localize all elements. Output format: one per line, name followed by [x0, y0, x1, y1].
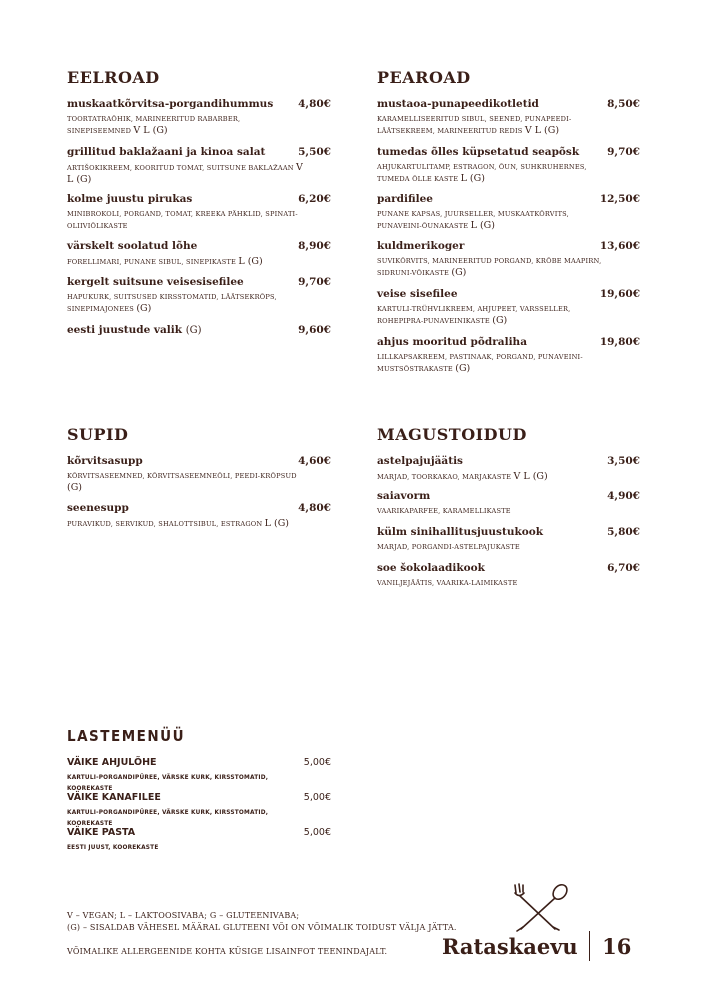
menu-item [67, 826, 331, 854]
menu-item [377, 146, 640, 185]
section-eelroad [67, 68, 331, 336]
section-pearoad [377, 68, 640, 374]
menu-item [377, 288, 640, 327]
item-price: 19,80€ [599, 336, 640, 348]
item-name: külm sinihallitusjuustukook [377, 526, 544, 538]
item-name: mustaoa-punapeedikotletid [377, 98, 539, 110]
item-description: KARTULI-PORGANDIPÜREE, VÄRSKE KURK, KIRSSTOMATID, KOOREKASTE [67, 810, 269, 827]
item-name: astelpajujäätis [377, 455, 463, 467]
diet-tags: V L (G) [524, 125, 560, 136]
item-price: 5,00€ [303, 827, 331, 838]
item-price: 5,00€ [303, 792, 331, 803]
menu-item [377, 562, 640, 589]
item-name: muskaatkõrvitsa-porgandihummus [67, 98, 274, 110]
item-name: kergelt suitsune veisesisefilee [67, 276, 244, 288]
section-magustoidud [377, 425, 640, 587]
item-price: 4,90€ [607, 490, 640, 502]
menu-item [67, 276, 331, 315]
item-name: VÄIKE KANAFILEE [67, 792, 161, 803]
legend-line: (G) – SISALDAB VÄHESEL MÄÄRAL GLUTEENI VÕI ON VÕIMALIK TOIDUST VÄLJA JÄTTA. [67, 923, 457, 932]
item-name: veise sisefilee [377, 288, 458, 300]
item-name: VÄIKE PASTA [67, 827, 136, 838]
item-price: 9,70€ [298, 276, 331, 288]
diet-tags: L (G) [470, 220, 495, 231]
item-price: 4,80€ [298, 98, 331, 110]
menu-item [377, 193, 640, 232]
brand-divider [589, 931, 591, 961]
item-price: 5,00€ [303, 757, 331, 768]
menu-item [67, 240, 331, 268]
item-price: 8,50€ [607, 98, 640, 110]
item-description: MINIBROKOLI, PORGAND, TOMAT, KREEKA PÄHKLID, SPINATI-OLIIVIÕLIKASTE [67, 210, 298, 230]
item-name: värskelt soolatud lõhe [67, 240, 198, 252]
menu-item [67, 791, 331, 830]
item-name: grillitud baklažaani ja kinoa salat [67, 146, 266, 158]
item-description: EESTI JUUST, KOOREKASTE [67, 845, 159, 851]
menu-item [377, 98, 640, 137]
menu-item [67, 98, 331, 137]
diet-tags: (G) [492, 315, 508, 326]
item-name: kolme juustu pirukas [67, 193, 193, 205]
menu-item [67, 193, 331, 232]
menu-item [67, 146, 331, 186]
diet-tags: (G) [455, 363, 471, 374]
brand-name: Rataskaevu [442, 933, 578, 959]
diet-tags: V L (G) [67, 162, 303, 185]
item-name: VÄIKE AHJULÕHE [67, 757, 157, 768]
legend-note: VÕIMALIKE ALLERGEENIDE KOHTA KÜSIGE LISAINFOT TEENINDAJALT. [67, 947, 388, 956]
diet-tags: L (G) [264, 518, 290, 529]
page-number: 16 [602, 933, 632, 959]
item-description: MARJAD, TOORKAKAO, MARJAKASTE V L (G) [377, 471, 548, 482]
item-price: 19,60€ [599, 288, 640, 300]
item-price: 9,70€ [607, 146, 640, 158]
item-description: VAARIKAPARFEE, KARAMELLIKASTE [377, 507, 511, 515]
item-name: soe šokolaadikook [377, 562, 485, 574]
section-title: MAGUSTOIDUD [377, 425, 527, 444]
section-title: SUPID [67, 425, 129, 444]
section-title: PEAROAD [377, 68, 471, 87]
menu-item [67, 756, 331, 795]
item-name: seenesupp [67, 502, 129, 514]
item-description: PUNANE KAPSAS, JUURSELLER, MUSKAATKÕRVITS, PUNAVEINI-ÕUNAKASTE L (G) [377, 210, 569, 231]
item-price: 5,50€ [298, 146, 331, 158]
item-description: PURAVIKUD, SERVIKUD, SHALOTTSIBUL, ESTRAGON L (G) [67, 518, 290, 529]
menu-item [67, 455, 331, 494]
diet-tags: L (G) [460, 173, 485, 184]
item-description: FORELLIMARI, PUNANE SIBUL, SINEPIKASTE L (G) [67, 256, 263, 267]
item-price: 6,20€ [298, 193, 331, 205]
menu-item [67, 502, 331, 530]
item-description: SUVIKÕRVITS, MARINEERITUD PORGAND, KRÕBE MAAPIRN, SIDRUNI-VÕIKASTE (G) [377, 257, 602, 278]
item-name: kuldmerikoger [377, 240, 465, 252]
item-description: KÕRVITSASEEMNED, KÕRVITSASEEMNEÕLI, PEEDI-KRÕPSUD (G) [67, 472, 297, 493]
item-description: AHJUKARTULITAMP, ESTRAGON, ÕUN, SUHKRUHERNES, TUMEDA ÕLLE KASTE L (G) [377, 163, 587, 184]
item-price: 4,80€ [298, 502, 331, 514]
item-description: KARTULI-PORGANDIPÜREE, VÄRSKE KURK, KIRSSTOMATID, KOOREKASTE [67, 775, 269, 792]
item-description: KARTULI-TRÜHVLIKREEM, AHJUPEET, VARSSELLER, ROHEPIPRA-PUNAVEINIKASTE (G) [377, 305, 571, 326]
brand-footer [442, 931, 631, 961]
menu-item [377, 490, 640, 517]
item-description: VANILJEJÄÄTIS, VAARIKA-LAIMIKASTE [377, 579, 518, 587]
diet-tags: V L (G) [133, 125, 168, 136]
item-description: KARAMELLISEERITUD SIBUL, SEENED, PUNAPEEDI-LÄÄTSEKREEM, MARINEERITUD REDIS V L (G) [377, 115, 572, 136]
diet-tags: (G) [451, 267, 467, 278]
item-name: pardifilee [377, 193, 433, 205]
item-price: 6,70€ [607, 562, 640, 574]
item-description: HAPUKURK, SUITSUSED KIRSSTOMATID, LÄÄTSEKRÕPS, SINEPIMAJONEES (G) [67, 293, 277, 314]
item-name: eesti juustude valik (G) [67, 324, 202, 336]
section-title: EELROAD [67, 68, 160, 87]
item-price: 12,50€ [599, 193, 640, 205]
item-name: kõrvitsasupp [67, 455, 143, 467]
diet-tags: L (G) [238, 256, 263, 267]
menu-item [377, 240, 640, 279]
item-price: 9,60€ [298, 324, 331, 336]
menu-item [377, 526, 640, 553]
diet-tags: (G) [136, 303, 152, 314]
item-description: MARJAD, PORGANDI-ASTELPAJUKASTE [377, 543, 520, 551]
section-supid [67, 425, 331, 529]
fork-spoon-icon [507, 883, 571, 933]
item-name: saiavorm [377, 490, 431, 502]
item-price: 8,90€ [298, 240, 331, 252]
item-description: LILLKAPSAKREEM, PASTINAAK, PORGAND, PUNAVEINI-MUSTSÕSTRAKASTE (G) [377, 353, 583, 374]
item-name: tumedas õlles küpsetatud seapõsk [377, 146, 580, 158]
diet-tags: V L (G) [513, 471, 548, 482]
item-name: ahjus mooritud põdraliha [377, 336, 527, 348]
item-price: 13,60€ [599, 240, 640, 252]
item-price: 5,80€ [607, 526, 640, 538]
menu-item [67, 324, 331, 337]
item-price: 3,50€ [607, 455, 640, 467]
allergen-legend [67, 910, 457, 958]
menu-item [377, 336, 640, 375]
diet-tags: (G) [185, 325, 202, 336]
item-description: ARTIŠOKIKREEM, KOORITUD TOMAT, SUITSUNE BAKLAŽAAN V L (G) [67, 162, 303, 185]
item-description: TOORTATRAÕHIK, MARINEERITUD RABARBER, SINEPISEEMNED V L (G) [67, 115, 241, 136]
item-price: 4,60€ [298, 455, 331, 467]
legend-line: V – VEGAN; L – LAKTOOSIVABA; G – GLUTEENIVABA; [67, 911, 300, 920]
diet-tags: (G) [67, 482, 83, 493]
menu-item [377, 455, 640, 483]
section-title: LASTEMENÜÜ [67, 727, 186, 745]
section-lastemenuu [67, 727, 331, 851]
